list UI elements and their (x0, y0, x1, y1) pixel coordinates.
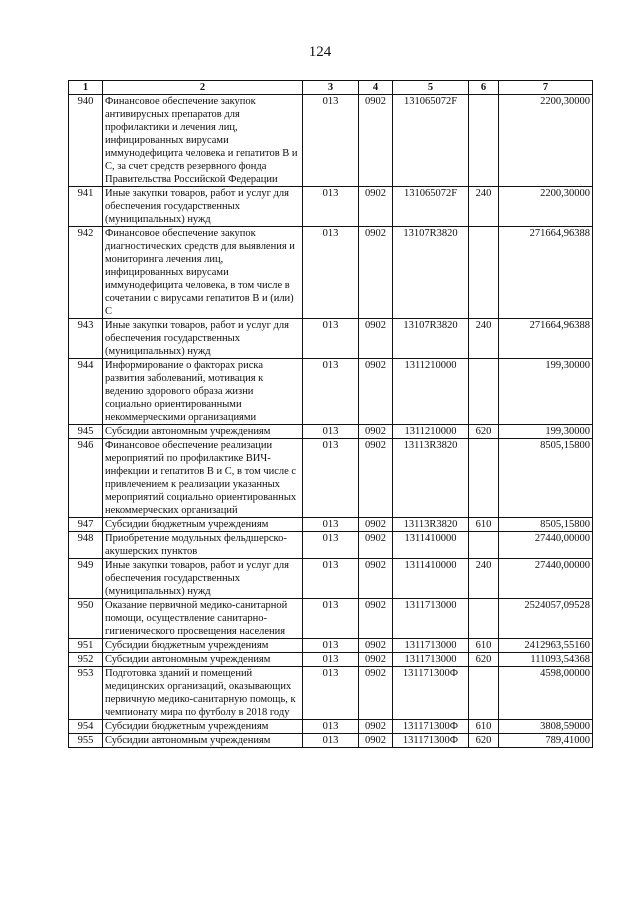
row-number: 944 (69, 359, 103, 425)
row-target-article: 1311713000 (393, 653, 469, 667)
row-subsection-code: 0902 (359, 319, 393, 359)
row-number: 948 (69, 532, 103, 559)
row-name: Финансовое обеспечение закупок антивирусных препаратов для профилактики и лечения лиц, инфицированных вирусами иммунодефицита человека и гепатитов В и С, за счет средств резервного фонда Правительства Российской Федерации (103, 95, 303, 187)
row-subsection-code: 0902 (359, 599, 393, 639)
row-amount: 199,30000 (499, 425, 593, 439)
row-name: Оказание первичной медико-санитарной помощи, осуществление санитарно-гигиенического просвещения населения (103, 599, 303, 639)
row-section-code: 013 (303, 518, 359, 532)
row-target-article: 131171300Ф (393, 720, 469, 734)
row-target-article: 131171300Ф (393, 734, 469, 748)
row-number: 949 (69, 559, 103, 599)
row-expense-type: 620 (469, 425, 499, 439)
row-expense-type: 240 (469, 319, 499, 359)
row-subsection-code: 0902 (359, 439, 393, 518)
row-number: 940 (69, 95, 103, 187)
row-name: Субсидии бюджетным учреждениям (103, 639, 303, 653)
row-name: Финансовое обеспечение закупок диагностических средств для выявления и мониторинга лечения лиц, инфицированных вирусами иммунодефицита человека, в том числе в сочетании с вирусами гепатитов В и (или) С (103, 227, 303, 319)
row-section-code: 013 (303, 425, 359, 439)
row-subsection-code: 0902 (359, 653, 393, 667)
row-section-code: 013 (303, 559, 359, 599)
row-subsection-code: 0902 (359, 95, 393, 187)
row-expense-type (469, 439, 499, 518)
row-subsection-code: 0902 (359, 187, 393, 227)
row-subsection-code: 0902 (359, 639, 393, 653)
row-target-article: 1311410000 (393, 532, 469, 559)
row-name: Субсидии автономным учреждениям (103, 734, 303, 748)
table-row (69, 95, 593, 187)
row-section-code: 013 (303, 95, 359, 187)
table-header-row (69, 81, 593, 95)
row-amount: 2412963,55160 (499, 639, 593, 653)
row-number: 941 (69, 187, 103, 227)
row-amount: 2200,30000 (499, 95, 593, 187)
row-target-article: 131065072F (393, 95, 469, 187)
header-col-5: 5 (393, 81, 469, 95)
row-section-code: 013 (303, 639, 359, 653)
table-row (69, 319, 593, 359)
row-subsection-code: 0902 (359, 720, 393, 734)
row-target-article: 13113R3820 (393, 439, 469, 518)
row-target-article: 131171300Ф (393, 667, 469, 720)
row-target-article: 1311713000 (393, 639, 469, 653)
page-number: 124 (308, 44, 332, 60)
row-number: 952 (69, 653, 103, 667)
row-amount: 3808,59000 (499, 720, 593, 734)
row-section-code: 013 (303, 720, 359, 734)
row-amount: 271664,96388 (499, 319, 593, 359)
row-target-article: 1311713000 (393, 599, 469, 639)
row-subsection-code: 0902 (359, 425, 393, 439)
row-name: Субсидии бюджетным учреждениям (103, 518, 303, 532)
row-subsection-code: 0902 (359, 227, 393, 319)
row-target-article: 131065072F (393, 187, 469, 227)
row-amount: 2200,30000 (499, 187, 593, 227)
header-col-7: 7 (499, 81, 593, 95)
row-number: 947 (69, 518, 103, 532)
row-section-code: 013 (303, 532, 359, 559)
header-col-4: 4 (359, 81, 393, 95)
row-expense-type: 240 (469, 187, 499, 227)
row-target-article: 13107R3820 (393, 319, 469, 359)
row-name: Информирование о факторах риска развития заболеваний, мотивация к ведению здорового образа жизни социально ориентированными некоммерческими организациями (103, 359, 303, 425)
row-section-code: 013 (303, 667, 359, 720)
table-row (69, 227, 593, 319)
row-number: 945 (69, 425, 103, 439)
row-expense-type (469, 667, 499, 720)
row-number: 946 (69, 439, 103, 518)
row-section-code: 013 (303, 653, 359, 667)
table-row (69, 667, 593, 720)
row-expense-type: 610 (469, 720, 499, 734)
row-section-code: 013 (303, 439, 359, 518)
row-number: 954 (69, 720, 103, 734)
row-number: 951 (69, 639, 103, 653)
row-expense-type (469, 95, 499, 187)
row-subsection-code: 0902 (359, 734, 393, 748)
row-number: 943 (69, 319, 103, 359)
row-subsection-code: 0902 (359, 667, 393, 720)
row-name: Приобретение модульных фельдшерско-акушерских пунктов (103, 532, 303, 559)
table-row (69, 653, 593, 667)
row-subsection-code: 0902 (359, 559, 393, 599)
row-amount: 199,30000 (499, 359, 593, 425)
row-amount: 27440,00000 (499, 559, 593, 599)
row-target-article: 1311210000 (393, 359, 469, 425)
header-col-3: 3 (303, 81, 359, 95)
row-name: Субсидии бюджетным учреждениям (103, 720, 303, 734)
row-expense-type (469, 599, 499, 639)
row-expense-type: 620 (469, 653, 499, 667)
row-subsection-code: 0902 (359, 532, 393, 559)
row-name: Иные закупки товаров, работ и услуг для обеспечения государственных (муниципальных) нужд (103, 187, 303, 227)
row-expense-type: 610 (469, 639, 499, 653)
header-col-2: 2 (103, 81, 303, 95)
row-name: Иные закупки товаров, работ и услуг для обеспечения государственных (муниципальных) нужд (103, 319, 303, 359)
row-target-article: 1311410000 (393, 559, 469, 599)
row-expense-type (469, 359, 499, 425)
row-expense-type: 620 (469, 734, 499, 748)
row-expense-type (469, 227, 499, 319)
table-body (69, 95, 593, 748)
row-amount: 8505,15800 (499, 518, 593, 532)
row-number: 953 (69, 667, 103, 720)
row-amount: 4598,00000 (499, 667, 593, 720)
row-number: 955 (69, 734, 103, 748)
row-number: 942 (69, 227, 103, 319)
header-col-6: 6 (469, 81, 499, 95)
row-section-code: 013 (303, 599, 359, 639)
row-target-article: 13107R3820 (393, 227, 469, 319)
row-amount: 2524057,09528 (499, 599, 593, 639)
row-amount: 8505,15800 (499, 439, 593, 518)
row-amount: 111093,54368 (499, 653, 593, 667)
row-expense-type: 240 (469, 559, 499, 599)
table-row (69, 559, 593, 599)
row-name: Иные закупки товаров, работ и услуг для обеспечения государственных (муниципальных) нужд (103, 559, 303, 599)
table-row (69, 639, 593, 653)
row-expense-type (469, 532, 499, 559)
table-row (69, 734, 593, 748)
table-row (69, 518, 593, 532)
row-section-code: 013 (303, 227, 359, 319)
row-section-code: 013 (303, 187, 359, 227)
row-name: Субсидии автономным учреждениям (103, 653, 303, 667)
row-section-code: 013 (303, 359, 359, 425)
row-amount: 789,41000 (499, 734, 593, 748)
row-amount: 271664,96388 (499, 227, 593, 319)
row-expense-type: 610 (469, 518, 499, 532)
row-number: 950 (69, 599, 103, 639)
table-row (69, 359, 593, 425)
table-row (69, 425, 593, 439)
table-row (69, 187, 593, 227)
header-col-1: 1 (69, 81, 103, 95)
table-row (69, 439, 593, 518)
row-name: Субсидии автономным учреждениям (103, 425, 303, 439)
row-section-code: 013 (303, 734, 359, 748)
row-name: Подготовка зданий и помещений медицинских организаций, оказывающих первичную медико-санитарную помощь, к чемпионату мира по футболу в 2018 году (103, 667, 303, 720)
row-target-article: 13113R3820 (393, 518, 469, 532)
row-amount: 27440,00000 (499, 532, 593, 559)
row-subsection-code: 0902 (359, 359, 393, 425)
table-row (69, 532, 593, 559)
row-target-article: 1311210000 (393, 425, 469, 439)
row-section-code: 013 (303, 319, 359, 359)
row-name: Финансовое обеспечение реализации мероприятий по профилактике ВИЧ-инфекции и гепатитов В и С, в том числе с привлечением к реализации указанных мероприятий социально ориентированных некоммерческих организаций (103, 439, 303, 518)
table-row (69, 720, 593, 734)
table-row (69, 599, 593, 639)
budget-table (68, 80, 593, 748)
row-subsection-code: 0902 (359, 518, 393, 532)
